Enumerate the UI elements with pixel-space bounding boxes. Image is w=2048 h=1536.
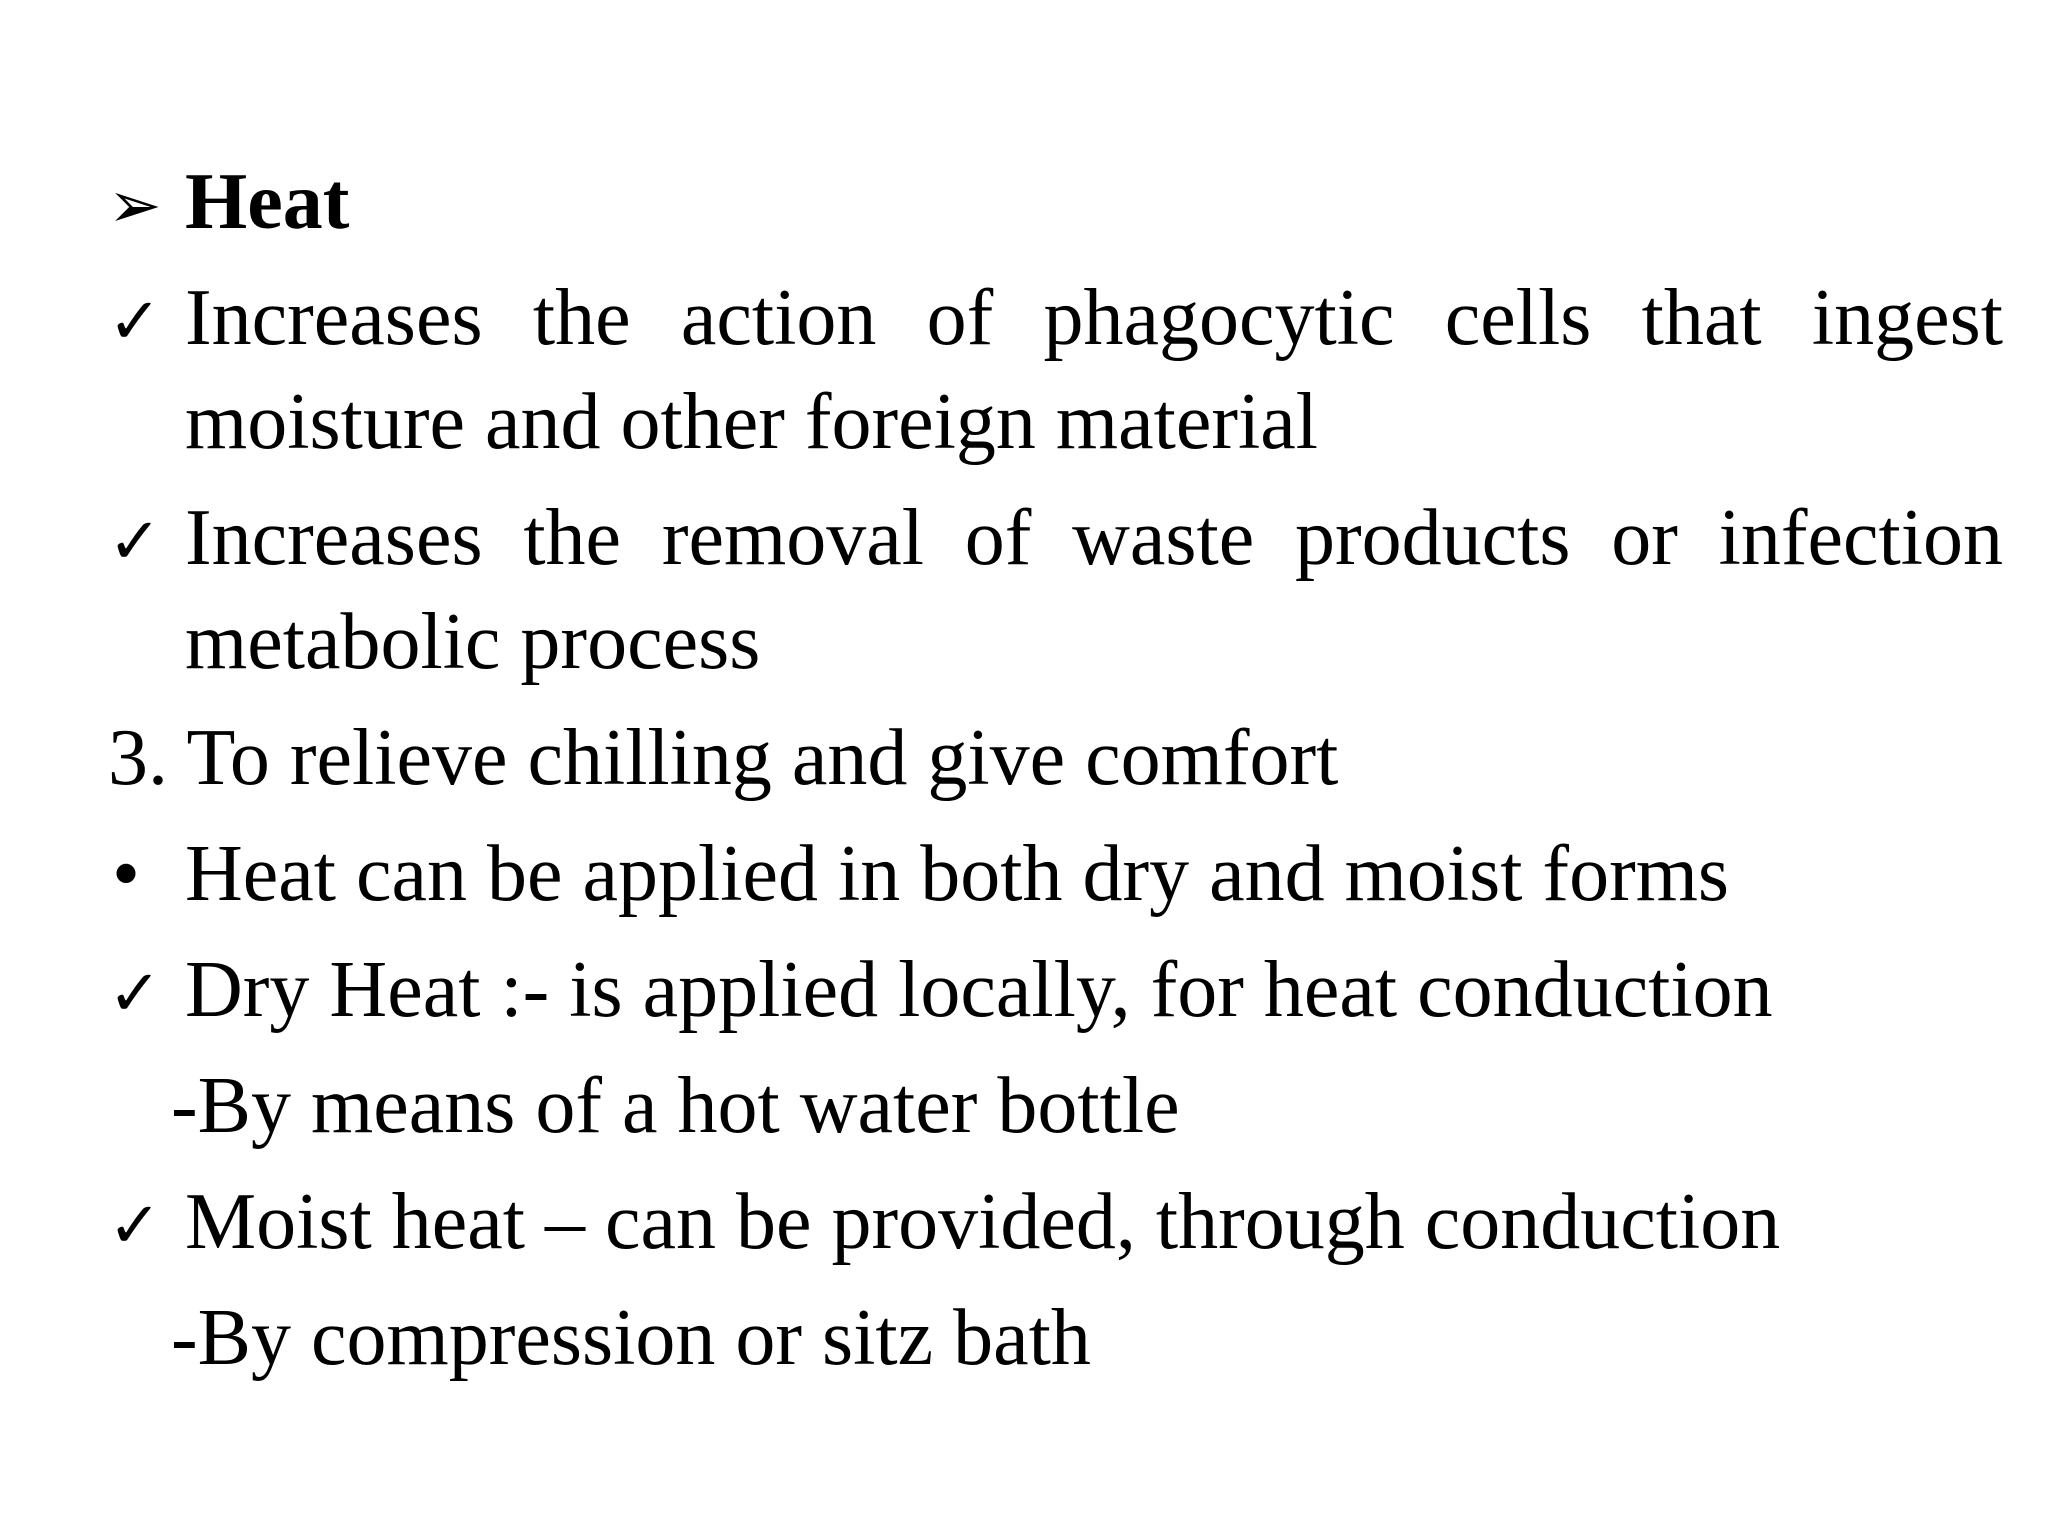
checkmark-icon: ✓ [108,506,162,577]
list-item-text: Moist heat – can be provided, through conduction [185,1178,1781,1266]
slide-content [108,150,2003,1390]
heading-heat-text: Heat [185,158,350,246]
list-item [108,486,2003,694]
list-item-text: Increases the removal of waste products or infection metabolic process [185,494,2003,686]
list-item [108,1170,2003,1274]
list-item-text: Increases the action of phagocytic cells that ingest moisture and other foreign material [185,274,2003,466]
checkmark-icon: ✓ [108,1190,162,1261]
numbered-item [108,706,2003,810]
arrow-bullet-icon: ➢ [108,170,162,241]
list-item-text: Heat can be applied in both dry and moist forms [185,830,1730,918]
checkmark-icon: ✓ [108,958,162,1029]
sub-item [108,1286,2003,1390]
heading-heat [108,150,2003,254]
list-item [108,938,2003,1042]
numbered-item-text: 3. To relieve chilling and give comfort [108,714,1339,802]
list-item [108,822,2003,926]
checkmark-icon: ✓ [108,286,162,357]
sub-item [108,1054,2003,1158]
sub-item-text: -By compression or sitz bath [171,1294,1091,1382]
sub-item-text: -By means of a hot water bottle [171,1062,1180,1150]
list-item-text: Dry Heat :- is applied locally, for heat conduction [185,946,1773,1034]
bullet-dot-icon: • [112,830,141,918]
list-item [108,266,2003,474]
